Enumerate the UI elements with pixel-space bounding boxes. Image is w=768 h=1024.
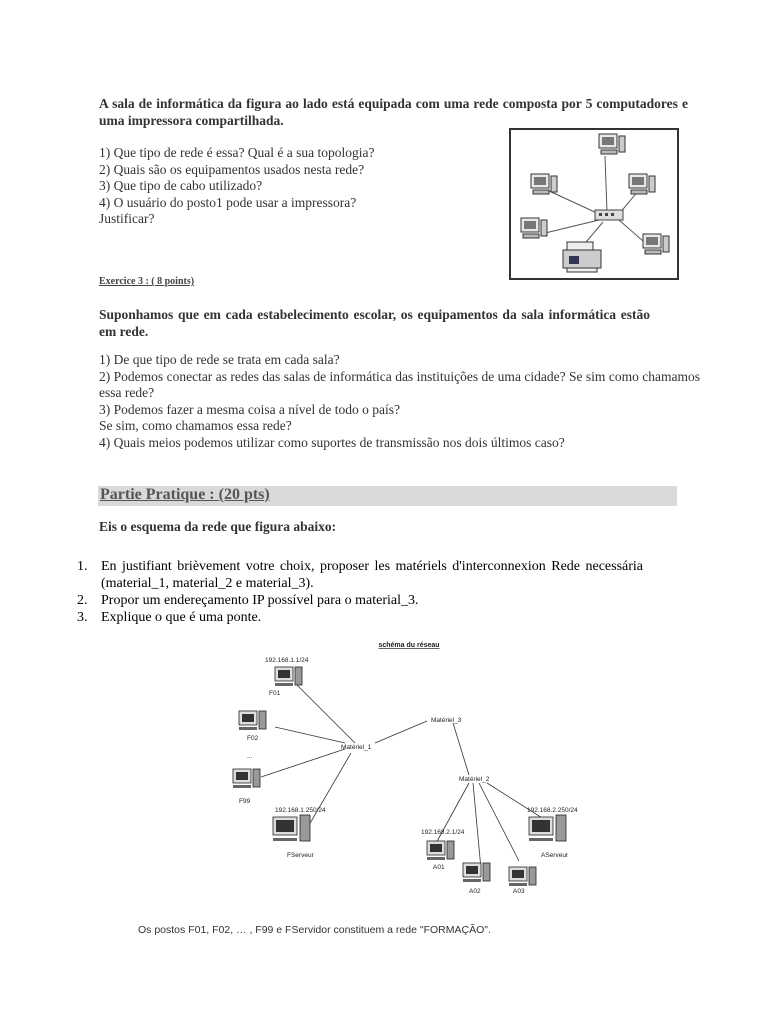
computer-icon [233, 769, 260, 788]
list-text: En justifiant brièvement votre choix, proposer les matériels d'interconnexion Rede necessária (material_1, material_2 e material_3). [101, 559, 643, 591]
computer-icon [427, 841, 454, 860]
question: 1) De que tipo de rede se trata em cada sala? [99, 352, 340, 367]
host-label: F99 [239, 798, 251, 805]
computer-icon [531, 174, 557, 194]
question: 3) Podemos fazer a mesma coisa a nível de todo o país? [99, 401, 401, 417]
footnote [100, 924, 491, 936]
computer-icon [275, 667, 302, 686]
network-diagram [225, 635, 595, 895]
exercice3-heading: Exercice 3 : ( 8 points) [99, 276, 195, 287]
practical-title: Partie Pratique : (20 pts) [100, 486, 270, 503]
exercice3-questions [99, 352, 700, 451]
practical-banner [98, 486, 677, 506]
question: Justificar? [99, 211, 155, 226]
server-icon [273, 815, 310, 841]
footnote-text: Os postos F01, F02, … , F99 e FServidor constituem a rede "FORMAÇÃO". [138, 924, 491, 936]
section1-intro: A sala de informática da figura ao lado está equipada com uma rede composta por 5 computadores e uma impressora compartilhada. [99, 96, 688, 128]
ellipsis-label: ... [247, 753, 253, 760]
classroom-network-illustration [511, 130, 677, 278]
list-text: Propor um endereçamento IP possível para o material_3. [101, 593, 419, 608]
computer-icon [521, 218, 547, 238]
computer-icon [239, 711, 266, 730]
material-3-label: Matériel_3 [431, 717, 462, 724]
list-number: 1. [77, 559, 88, 574]
printer-icon [563, 242, 601, 272]
question: 2) Quais são os equipamentos usados nesta rede? [99, 161, 365, 177]
host-label: FServeur [287, 852, 314, 859]
list-number: 3. [77, 610, 88, 625]
list-number: 2. [77, 593, 88, 608]
material-1-label: Matériel_1 [341, 744, 372, 751]
host-label: A02 [469, 888, 481, 895]
diagram-title: schéma du réseau [378, 642, 440, 649]
list-item [77, 592, 643, 609]
network-links [261, 685, 547, 869]
question: 3) Que tipo de cabo utilizado? [99, 178, 263, 193]
practical-list [77, 558, 643, 626]
classroom-network-figure [509, 128, 679, 280]
computer-icon [629, 174, 655, 194]
question: 4) Quais meios podemos utilizar como suportes de transmissão nos dois últimos caso? [99, 434, 565, 450]
host-label: F02 [247, 735, 259, 742]
exercice3-intro: Suponhamos que em cada estabelecimento escolar, os equipamentos da sala informática estão em rede. [99, 307, 650, 339]
material-2-label: Matériel_2 [459, 776, 490, 783]
section1-questions [99, 145, 499, 228]
question: Se sim, como chamamos essa rede? [99, 418, 292, 433]
ip-label: 192.168.2.1/24 [421, 829, 465, 836]
list-text: Explique o que é uma ponte. [101, 610, 262, 625]
host-label: AServeur [541, 852, 569, 859]
ip-label: 192.168.1.1/24 [265, 657, 309, 664]
server-icon [529, 815, 566, 841]
list-item [77, 609, 643, 626]
question: 4) O usuário do posto1 pode usar a impressora? [99, 194, 357, 210]
question: 1) Que tipo de rede é essa? Qual é a sua topologia? [99, 145, 375, 160]
host-label: A03 [513, 888, 525, 895]
list-item [77, 558, 643, 592]
practical-subtitle: Eis o esquema da rede que figura abaixo: [99, 519, 337, 534]
hub-icon [595, 210, 623, 220]
host-label: F01 [269, 690, 281, 697]
computer-icon [509, 867, 536, 886]
host-label: A01 [433, 864, 445, 871]
ip-label: 192.168.1.250/24 [275, 807, 326, 814]
computer-icon [643, 234, 669, 254]
computer-icon [599, 134, 625, 154]
computer-icon [463, 863, 490, 882]
question: 2) Podemos conectar as redes das salas de informática das instituições de uma cidade? Se sim como chamamos essa rede? [99, 368, 700, 400]
ip-label: 192.168.2.250/24 [527, 807, 578, 814]
